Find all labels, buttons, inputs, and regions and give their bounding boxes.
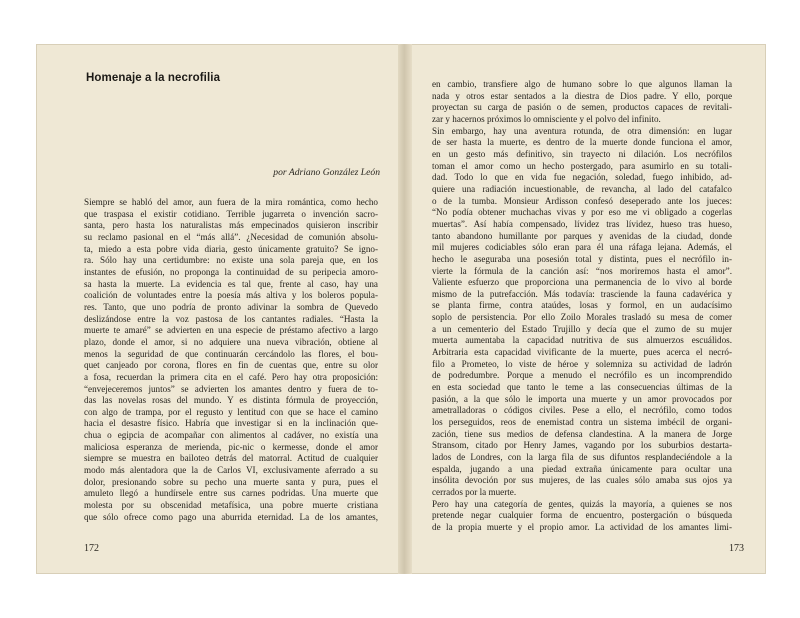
text-line: das las novelas rosas del mundo. Y es distinta fórmula de proyección, — [84, 395, 378, 406]
text-line: instantes de efusión, no proponga la continuidad de su peripecia amoro- — [84, 266, 378, 277]
right-page-body — [432, 79, 732, 534]
right-page — [412, 44, 766, 574]
text-line: muerta aumentaba la capacidad nutritiva de sus almuerzos escuálidos. — [432, 335, 732, 346]
text-line: toman el amor como un hecho postergado, para asumirlo en su totali- — [432, 160, 732, 171]
text-line: modo más alentadora que la de Carlos VI, exclusivamente aferrado a su — [84, 465, 378, 476]
text-line: se planta firme, contra ataúdes, losas y formol, en un audacísimo — [432, 300, 732, 311]
text-line: plazo, donde el amor, si no adquiere una nueva vibración, obtiene al — [84, 336, 378, 347]
text-line: a fosa, recuerdan la primera cita en el café. Pero hay otra proposición: — [84, 371, 378, 382]
text-line: pretende negar cualquier forma de encuentro, postergación o búsqueda — [432, 510, 732, 521]
author-byline: por Adriano González León — [273, 167, 380, 178]
text-line: hacia el desastre físico. Habría que investigar si en la inclinación que- — [84, 418, 378, 429]
text-line: nada y otros estar sentados a la diestra de Dios padre. Y ello, porque — [432, 90, 732, 101]
text-line: en un gesto más definitivo, sin trayecto ni dilación. Los necrófilos — [432, 148, 732, 159]
book-spread — [36, 44, 766, 574]
text-line: de la propia muerte y el propio amor. La actividad de los amantes limi- — [432, 521, 732, 532]
text-line: los perseguidos, reos de enemistad contra un sistema imbécil de organi- — [432, 417, 732, 428]
text-line: insólita devoción por sus mujeres, de las cuales sólo amaba sus ojos ya — [432, 475, 732, 486]
text-line: de podredumbre. Porque a menudo el necrófilo es un incomprendido — [432, 370, 732, 381]
text-line: Siempre se habló del amor, aun fuera de la mira romántica, como hecho — [84, 197, 378, 207]
text-line: res. Tanto, que uno podría de pronto adivinar la sombra de Quevedo — [84, 301, 378, 312]
text-line: coalición de voluntades entre la poesía más altiva y los boleros popula- — [84, 290, 378, 301]
text-line: su reclamo pasional en el “más allá”. ¿Necesidad de comunión absolu- — [84, 231, 378, 242]
text-line: ra. Sólo hay una certidumbre: no existe una sola pareja que, en los — [84, 255, 378, 266]
text-line: molesta por su obscenidad metafísica, una pobre muerte cristiana — [84, 500, 378, 511]
text-line: proyectan su carga de pasión o de semen, productos capaces de revitali- — [432, 102, 732, 113]
text-line: quet canjeado por corona, flores en fin de cuentas que, entre su olor — [84, 360, 378, 371]
article-title: Homenaje a la necrofilia — [86, 72, 221, 84]
text-line: quiere una radiación incuestionable, de revancha, al lado del catafalco — [432, 183, 732, 194]
text-line: dad. Todo lo que en vida fue negación, soledad, fuego inhibido, ad- — [432, 172, 732, 183]
text-line: mil mujeres codiciables sólo eran para él una ráfaga lejana. Además, el — [432, 242, 732, 253]
text-line: deslizándose entre la voz pastosa de los cantantes radiales. “Hasta la — [84, 313, 378, 324]
text-line: siempre se muestra en bailoteo detrás del matorral. Actitud de cualquier — [84, 453, 378, 464]
text-line: Arbitraria esta capacidad vivificante de la muerte, pues acerca el necró- — [432, 347, 732, 358]
text-line: que traspasa el existir cotidiano. Terrible jugarreta o invención sacro- — [84, 208, 378, 219]
text-line: sa hasta la muerte. La evidencia es tal que, frente al caso, hay una — [84, 278, 378, 289]
text-line: con algo de trampa, por el regusto y lentitud con que se hace el camino — [84, 406, 378, 417]
text-line: chua o egipcia de acompañar con alimentos al cadáver, no existía una — [84, 430, 378, 441]
text-line: zación, tiene sus medios de defensa clandestina. A la manera de Jorge — [432, 428, 732, 439]
text-line: ta, miedo a esta pobre vida diaria, gesto únicamente gratuito? Se igno- — [84, 243, 378, 254]
text-line: en esta sociedad que tanto le teme a las consecuencias últimas de la — [432, 382, 732, 393]
text-line: cerrados por la muerte. — [432, 486, 517, 497]
text-line: pasión, a la que sólo le importa una muerte y un amor provocados por — [432, 393, 732, 404]
text-line: maliciosa esperanza de merienda, pic-nic o kermesse, donde el amor — [84, 441, 378, 452]
text-line: filo a Prometeo, lo viste de héroe y solemniza su actividad de ladrón — [432, 358, 732, 369]
text-line: “No podía obtener muchachas vivas y por eso me vi obligado a cogerlas — [432, 207, 732, 218]
text-line: Valiente esfuerzo que proporciona una permanencia de lo vivo al borde — [432, 277, 732, 288]
text-line: ametralladoras o códigos civiles. Pese a ello, el necrófilo, como todos — [432, 405, 732, 416]
text-line: “envejeceremos juntos” se advierten los amantes dentro y fuera de to- — [84, 383, 378, 394]
text-line: santa, pero hasta los naturalistas más empecinados quisieron inscribir — [84, 220, 378, 231]
text-line: de ser hasta la muerte, es dentro de la muerte donde funciona el amor, — [432, 137, 732, 148]
text-line: espalda, jugando a una piedad extraña únicamente para ocultar una — [432, 463, 732, 474]
text-line: zar y hacernos próximos lo omnisciente y el polvo del infinito. — [432, 113, 661, 124]
text-line: tanto abandono humillante por parques y avenidas de la ciudad, donde — [432, 230, 732, 241]
text-line: Sin embargo, hay una aventura rotunda, de otra dimensión: en lugar — [432, 125, 732, 136]
book-gutter — [398, 44, 412, 574]
text-line: Pero hay una categoría de gentes, quizás la mayoría, a quienes se nos — [432, 498, 732, 509]
left-page — [36, 44, 398, 574]
text-line: Stransom, citado por Henry James, vagando por los suburbios destarta- — [432, 440, 732, 451]
text-line: amuleto llegó a hundírsele entre sus carnes podridas. Una muerte que — [84, 488, 378, 499]
text-line: lados de Londres, con la larga fila de sus difuntos resplandeciéndole a la — [432, 452, 732, 462]
text-line: hecho le aseguraba una posesión total y distinta, pues el necrófilo in- — [432, 253, 732, 264]
right-page-number: 173 — [729, 543, 744, 554]
left-page-number: 172 — [84, 543, 99, 554]
text-line: en cambio, transfiere algo de humano sobre lo que algunos llaman la — [432, 79, 732, 89]
text-line: muertas”. Así había compensado, lívidez tras lívidez, hueso tras hueso, — [432, 218, 732, 229]
left-page-body — [84, 197, 378, 523]
text-line: o de la tumba. Monsieur Ardisson confesó deseperado ante los jueces: — [432, 195, 732, 206]
text-line: que sólo ofrece como pago una aburrida eternidad. La de los amantes, — [84, 511, 378, 522]
text-line: vierte la fórmula de la canción así: “nos moriremos hasta el amor”. — [432, 265, 732, 276]
text-line: dolor, presionando sobre su pecho una muerte santa y pura, pues el — [84, 476, 378, 487]
text-line: mismo de la putrefacción. Más todavía: trasciende la fauna cadavérica y — [432, 288, 732, 299]
text-line: muerte te amaré” se advierten en una especie de préstamo afectivo a largo — [84, 325, 378, 336]
text-line: menos la seguridad de que continuarán cercándolo las flores, el bou- — [84, 348, 378, 359]
text-line: soplo de persistencia. Por ello Zoilo Morales trasladó su mesa de comer — [432, 312, 732, 323]
text-line: a un cementerio del Estado Trujillo y decía que el zumo de su mujer — [432, 323, 732, 334]
